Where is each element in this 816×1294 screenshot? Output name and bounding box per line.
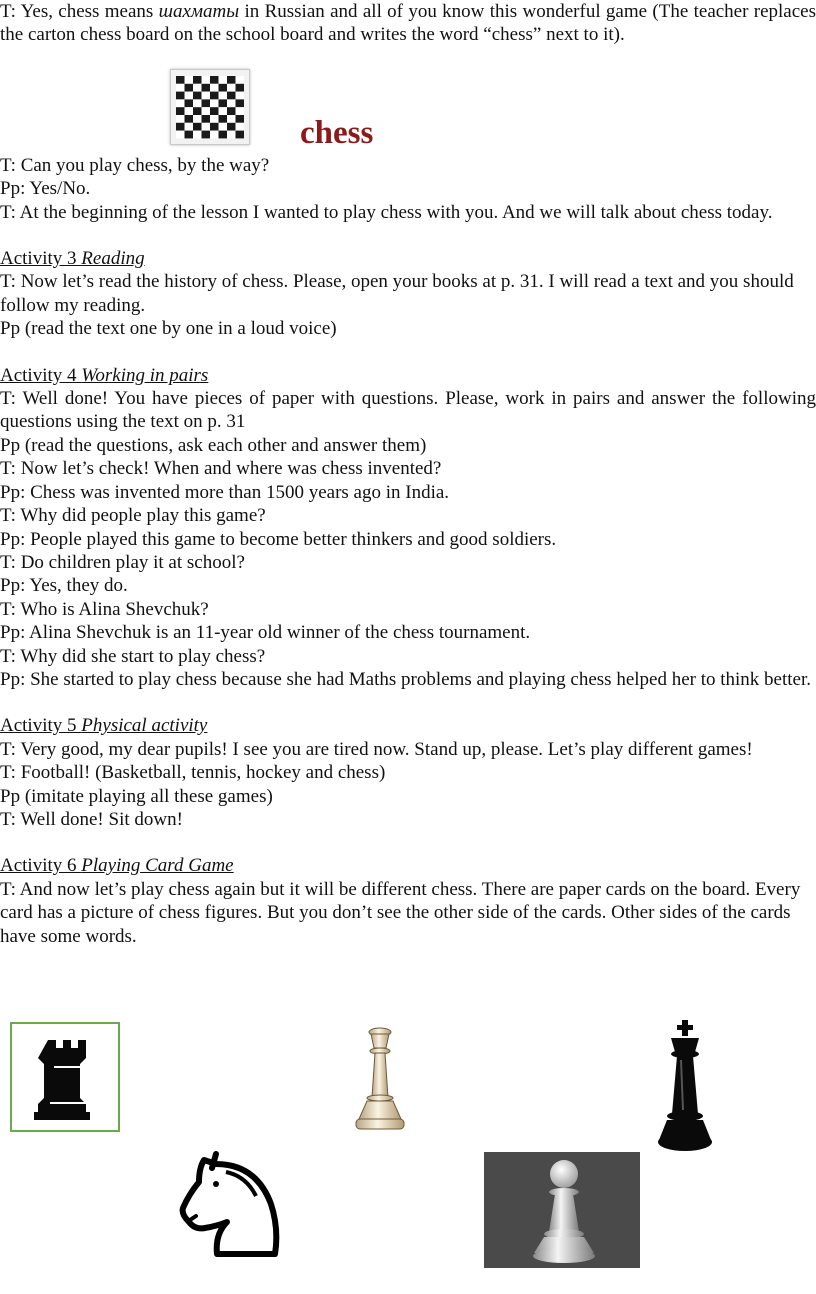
dialog-line: Pp (imitate playing all these games) — [0, 785, 273, 807]
dialog-line: T: Well done! Sit down! — [0, 808, 183, 830]
dialog-line: Pp: Yes, they do. — [0, 575, 128, 597]
dialog-line: T: Who is Alina Shevchuk? — [0, 598, 209, 620]
pawn-icon — [484, 1152, 640, 1268]
dialog-line: T: Why did people play this game? — [0, 505, 266, 527]
board-spacer — [0, 47, 816, 154]
rook-card — [10, 1022, 120, 1132]
dialog-line: Pp (read the text one by one in a loud voice) — [0, 318, 337, 340]
activity-title: Physical activity — [81, 715, 208, 737]
chessboard-icon — [171, 70, 249, 144]
dialog-line: T: Why did she start to play chess? — [0, 645, 266, 667]
rook-icon — [12, 1024, 118, 1130]
dialog-line: T: Football! (Basketball, tennis, hockey and chess) — [0, 762, 386, 784]
dialog-line: Pp (read the questions, ask each other and answer them) — [0, 434, 427, 456]
pawn-card — [484, 1152, 640, 1268]
dialog-line: T: Do children play it at school? — [0, 551, 245, 573]
dialog-line: T: Well done! You have pieces of paper with questions. Please, work in pairs and answer the following questions using the text on p. 31 — [0, 388, 816, 433]
board-word: chess — [300, 115, 374, 151]
activity-title: Playing Card Game — [81, 855, 234, 877]
dialog-line: T: At the beginning of the lesson I wanted to play chess with you. And we will talk about chess today. — [0, 201, 773, 223]
activity-title: Reading — [81, 248, 145, 270]
activity-label: Activity 4 — [0, 364, 82, 386]
intro-text-b: in Russian and all of you know this wonderful game (The teacher replaces the carton chess board on the school board and writes the word “chess” next to it). — [0, 1, 816, 46]
activity-heading — [0, 854, 816, 877]
intro-russian-word: шахматы — [158, 1, 240, 22]
dialog-line: Pp: Yes/No. — [0, 178, 91, 200]
knight-icon — [176, 1150, 286, 1258]
activity-heading — [0, 364, 816, 387]
intro-paragraph — [0, 0, 816, 47]
activity-label: Activity 5 — [0, 715, 82, 737]
king-icon — [655, 1020, 715, 1154]
activity-heading — [0, 247, 816, 270]
activity-heading — [0, 714, 816, 737]
activity-title: Working in pairs — [81, 364, 209, 386]
dialog-line: T: Now let’s read the history of chess. Please, open your books at p. 31. I will read a text and you should follow my reading. — [0, 271, 794, 316]
dialog-line: T: Very good, my dear pupils! I see you are tired now. Stand up, please. Let’s play different games! — [0, 738, 753, 760]
dialog-line: T: Now let’s check! When and where was chess invented? — [0, 458, 442, 480]
dialog-line: Pp: She started to play chess because she had Maths problems and playing chess helped her to think better. — [0, 668, 812, 690]
activity-label: Activity 6 — [0, 855, 82, 877]
queen-icon — [352, 1026, 408, 1134]
activity-label: Activity 3 — [0, 248, 82, 270]
intro-text-a: T: Yes, chess means — [0, 1, 159, 22]
dialog-line: Pp: Alina Shevchuk is an 11-year old winner of the chess tournament. — [0, 622, 531, 644]
chessboard-image — [170, 69, 250, 145]
dialog-line: T: And now let’s play chess again but it will be different chess. There are paper cards on the board. Every card has a picture of chess figures. But you don’t see the other side of the cards. Other sides of the cards have some words. — [0, 878, 801, 947]
dialog-line: T: Can you play chess, by the way? — [0, 154, 270, 176]
dialog-line: Pp: People played this game to become better thinkers and good soldiers. — [0, 528, 557, 550]
dialog-line: Pp: Chess was invented more than 1500 years ago in India. — [0, 481, 450, 503]
